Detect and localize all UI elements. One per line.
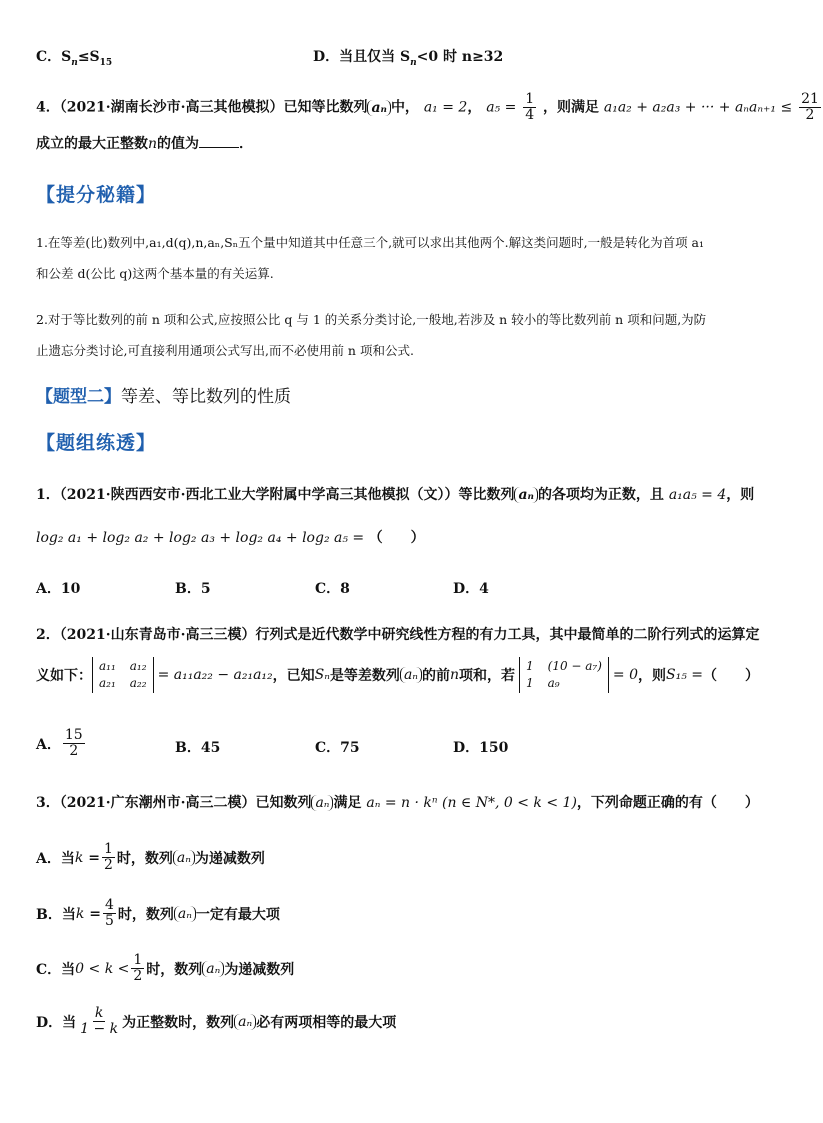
p1-option-c: C．8 (315, 581, 350, 597)
section-title-secrets: 【提分秘籍】 (36, 184, 157, 206)
answer-blank[interactable] (199, 147, 239, 148)
p1-option-d: D．4 (453, 581, 489, 597)
p2-line1: 2．（2021·山东青岛市·高三三模）行列式是近代数学中研究线性方程的有力工具，其中最简单的二阶行列式的运算定 (36, 627, 760, 643)
determinant-definition: a₁₁ a₁₂ a₂₁ a₂₂ (92, 657, 154, 693)
option-c: C．$S_n\le S_{15}$ (36, 49, 113, 68)
p1-line1: 1．（2021·陕西西安市·西北工业大学附属中学高三其他模拟（文））等比数列 aₙ 的各项均为正数，且 a₁a₅ = 4，则 (36, 487, 755, 503)
p1-option-a: A．10 (36, 581, 81, 597)
p2-line2: 义如下： a₁₁ a₁₂ a₂₁ a₂₂ = a₁₁a₂₂ − a₂₁a₁₂ ，已知 Sₙ 是等差数列 aₙ 的前 n 项和，若 1 (10 − a₇) 1 a₉ = 0 ，则 S₁₅ = （ ） (36, 657, 759, 693)
tip-2-line-1: 2.对于等比数列的前 n 项和公式,应按照公比 q 与 1 的关系分类讨论,一般地,若涉及 n 较小的等比数列前 n 项和问题,为防 (36, 312, 707, 327)
tip-1-line-1: 1.在等差(比)数列中,a₁,d(q),n,aₙ,Sₙ五个量中知道其中任意三个,就可以求出其他两个.解这类问题时,一般是转化为首项 a₁ (36, 235, 705, 250)
tip-2-line-2: 止遗忘分类讨论,可直接利用通项公式写出,而不必使用前 n 项和公式. (36, 343, 414, 358)
p2-option-a: A． $\frac{15}{2}$ (36, 727, 83, 759)
question-type-heading: 【题型二】等差、等比数列的性质 (36, 387, 291, 407)
q4-line1: 4．（2021·湖南长沙市·高三其他模拟）已知等比数列 aₙ 中， a₁ = 2， a₅ = $\frac{1}{4}$ ，则满足 a₁a₂ + a₂a₃ + ··· + aₙaₙ₊₁ ≤ $\frac{21}{2}$ (36, 91, 819, 123)
q4-line2: 成立的最大正整数n的值为 ． (36, 136, 254, 152)
p3-option-c: C．当 0 < k < $\frac{1}{2}$ 时，数列 aₙ 为递减数列 (36, 952, 295, 984)
determinant-condition: 1 (10 − a₇) 1 a₉ (519, 657, 609, 693)
section-title-practice: 【题组练透】 (36, 432, 157, 454)
p3-line1: 3．（2021·广东潮州市·高三二模）已知数列 aₙ 满足 aₙ = n · kⁿ (n ∈ N*, 0 < k < 1)，下列命题正确的有（ ） (36, 795, 759, 811)
p2-option-b: B．45 (175, 740, 221, 756)
p1-option-b: B．5 (175, 581, 211, 597)
option-d: D．当且仅当 $S_n<0$ 时 n≥32 (313, 49, 504, 68)
p3-option-b: B．当 k = $\frac{4}{5}$ 时，数列 aₙ 一定有最大项 (36, 897, 280, 929)
tip-1-line-2: 和公差 d(公比 q)这两个基本量的有关运算. (36, 266, 274, 281)
p2-option-c: C．75 (315, 740, 360, 756)
p3-option-d: D．当 $\frac{k}{1 - k}$ 为正整数时，数列 aₙ 必有两项相等的最大项 (36, 1005, 397, 1037)
p2-option-d: D．150 (453, 740, 509, 756)
p1-line2: log₂ a₁ + log₂ a₂ + log₂ a₃ + log₂ a₄ + log₂ a₅ = （ ） (36, 530, 425, 546)
p3-option-a: A．当 k = $\frac{1}{2}$ 时，数列 aₙ 为递减数列 (36, 841, 265, 873)
